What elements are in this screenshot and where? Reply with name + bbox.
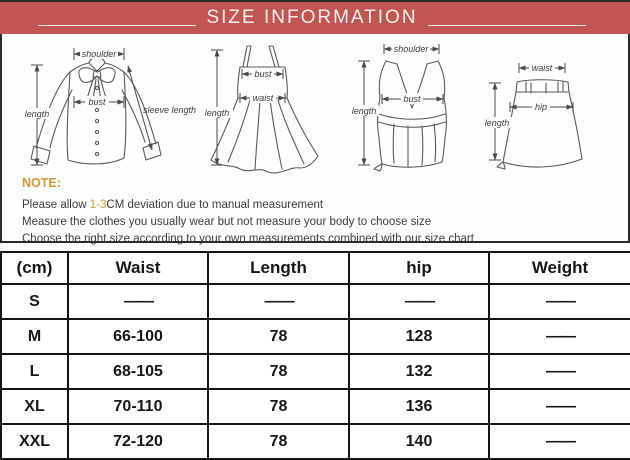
tank-top-sketch bbox=[350, 38, 480, 176]
weight-value: —— bbox=[489, 319, 630, 354]
weight-value: —— bbox=[489, 389, 630, 424]
column-header-hip: hip bbox=[349, 252, 489, 284]
weight-value: —— bbox=[489, 354, 630, 389]
hip-value: 128 bbox=[349, 319, 489, 354]
size-label: S bbox=[1, 284, 68, 319]
table-row-m bbox=[1, 319, 630, 354]
table-row-xxl bbox=[1, 424, 630, 459]
length-value: 78 bbox=[208, 354, 349, 389]
blouse-sleeve-length-label: sleeve length bbox=[143, 105, 197, 115]
note-line-3: Choose the right size according to your own measurements combined with our size chart bbox=[22, 233, 474, 245]
table-row-xl bbox=[1, 389, 630, 424]
hip-value: —— bbox=[349, 284, 489, 319]
tank-bust-label: bust bbox=[403, 94, 421, 104]
banner-left-line bbox=[38, 25, 196, 26]
column-header-waist: Waist bbox=[68, 252, 208, 284]
note-line-1-suffix: CM deviation due to manual measurement bbox=[106, 199, 324, 211]
size-information-banner bbox=[0, 0, 630, 34]
skirt-hip-label: hip bbox=[534, 102, 548, 112]
table-row-l bbox=[1, 354, 630, 389]
dress-bust-label: bust bbox=[254, 69, 272, 79]
column-header-cm: (cm) bbox=[1, 252, 68, 284]
waist-value: 66-100 bbox=[68, 319, 208, 354]
table-row-s bbox=[1, 284, 630, 319]
waist-value: 68-105 bbox=[68, 354, 208, 389]
blouse-sketch bbox=[10, 38, 198, 176]
waist-value: —— bbox=[68, 284, 208, 319]
size-label: L bbox=[1, 354, 68, 389]
hip-value: 132 bbox=[349, 354, 489, 389]
blouse-bust-label: bust bbox=[88, 97, 106, 107]
size-label: XL bbox=[1, 389, 68, 424]
dress-sketch bbox=[198, 38, 348, 176]
skirt-waist-label: waist bbox=[531, 63, 553, 73]
measurement-guide-box bbox=[0, 34, 630, 243]
size-label: XXL bbox=[1, 424, 68, 459]
length-value: 78 bbox=[208, 319, 349, 354]
note-line-1 bbox=[22, 197, 602, 214]
length-value: 78 bbox=[208, 389, 349, 424]
note-heading: NOTE: bbox=[22, 176, 61, 190]
dress-waist-label: waist bbox=[252, 93, 274, 103]
hip-value: 140 bbox=[349, 424, 489, 459]
length-value: 78 bbox=[208, 424, 349, 459]
tank-length-label: length bbox=[351, 106, 377, 116]
waist-value: 70-110 bbox=[68, 389, 208, 424]
size-table-header-row bbox=[1, 252, 630, 284]
measurement-note bbox=[22, 176, 602, 248]
weight-value: —— bbox=[489, 284, 630, 319]
skirt-sketch bbox=[484, 38, 627, 176]
size-label: M bbox=[1, 319, 68, 354]
blouse-shoulder-label: shoulder bbox=[81, 49, 117, 59]
skirt-length-label: length bbox=[484, 118, 510, 128]
dress-length-label: length bbox=[204, 108, 230, 118]
length-value: —— bbox=[208, 284, 349, 319]
weight-value: —— bbox=[489, 424, 630, 459]
banner-right-line bbox=[428, 25, 586, 26]
note-line-1-prefix: Please allow bbox=[22, 199, 90, 211]
size-table bbox=[0, 251, 630, 460]
hip-value: 136 bbox=[349, 389, 489, 424]
note-line-1-highlight: 1-3 bbox=[89, 199, 107, 211]
note-line-2: Measure the clothes you usually wear but not measure your body to choose size bbox=[22, 216, 432, 228]
blouse-length-label: length bbox=[24, 109, 50, 119]
waist-value: 72-120 bbox=[68, 424, 208, 459]
column-header-weight: Weight bbox=[489, 252, 630, 284]
tank-shoulder-label: shoulder bbox=[393, 44, 429, 54]
column-header-length: Length bbox=[208, 252, 349, 284]
page-title: SIZE INFORMATION bbox=[206, 7, 418, 28]
